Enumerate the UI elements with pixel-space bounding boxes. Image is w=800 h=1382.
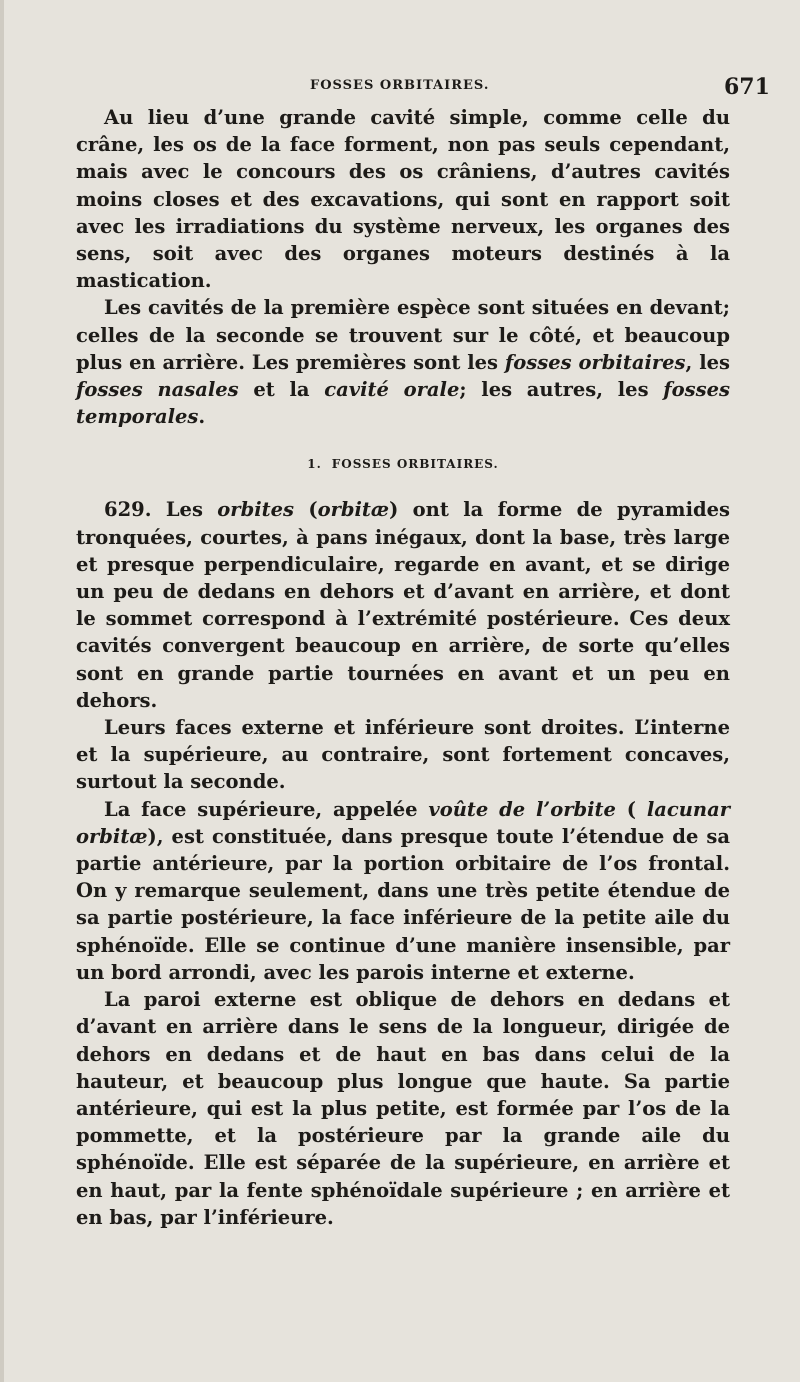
term-fosses-nasales: fosses nasales: [76, 378, 239, 402]
text-run: , les: [685, 350, 731, 374]
text-run: ) ont la forme de pyramides tronquées, courtes, à pans inégaux, dont la base, très large et presque perpendiculaire, regarde en avant, et se dirige un peu de dedans en dehors et d’avant en arrière, et dont le sommet correspond à l’extrémité postérieure. Ces deux cavités convergent beaucoup en arrière, de sorte qu’elles sont en grande partie tournées en avant et un peu en dehors.: [76, 498, 730, 712]
section-heading: [76, 456, 730, 472]
text-run: ; les autres, les: [459, 378, 664, 402]
page-binding-edge: [0, 0, 4, 1382]
term-lacunar-orbitae: lacunar orbitæ: [76, 797, 730, 848]
paragraph-intro: Au lieu d’une grande cavité simple, comme celle du crâne, les os de la face forment, non pas seuls cependant, mais avec le concours des os crâniens, d’autres cavités moins closes et des excavations, qui sont en rapport soit avec les irradiations du système nerveux, les organes des sens, soit avec des organes moteurs destinés à la mastication.: [76, 106, 730, 293]
text-run: .: [198, 405, 206, 429]
term-orbitae: orbitæ: [317, 498, 390, 522]
body-text: [76, 104, 730, 1231]
section-number: 1.: [307, 457, 322, 472]
paragraph-cavities: [76, 294, 730, 430]
text-run: (: [615, 797, 647, 821]
running-head: FOSSES ORBITAIRES.: [310, 78, 490, 93]
text-run: ), est constituée, dans presque toute l’étendue de sa partie antérieure, par la portion orbitaire de l’os frontal. On y remarque seulement, dans une très petite étendue de sa partie postérieure, la face inférieure de la petite aile du sphénoïde. Elle se continue d’une manière insensible, par un bord arrondi, avec les parois interne et externe.: [76, 824, 730, 984]
term-cavite-orale: cavité orale: [324, 378, 460, 402]
term-voute-orbite: voûte de l’orbite: [428, 797, 616, 821]
paragraph-faces: Leurs faces externe et inférieure sont droites. L’interne et la supérieure, au contraire, sont fortement concaves, surtout la seconde.: [76, 716, 730, 794]
paragraph-paroi-externe: La paroi externe est oblique de dehors en dedans et d’avant en arrière dans le sens de la longueur, dirigée de dehors en dedans et de haut en bas dans celui de la hauteur, et beaucoup plus longue que haute. Sa partie antérieure, qui est la plus petite, est formée par l’os de la pommette, et la postérieure par la grande aile du sphénoïde. Elle est séparée de la supérieure, en arrière et en haut, par la fente sphénoïdale supérieure ; en arrière et en bas, par l’inférieure.: [76, 988, 730, 1229]
text-run: (: [294, 498, 318, 522]
text-run: 629. Les: [104, 498, 218, 522]
section-title: FOSSES ORBITAIRES.: [331, 457, 499, 472]
term-fosses-temporales: fosses temporales: [76, 378, 731, 429]
term-fosses-orbitaires: fosses orbitaires: [504, 350, 686, 374]
paragraph-orbites: [76, 496, 730, 714]
text-run: Les cavités de la première espèce sont situées en devant; celles de la seconde se trouvent sur le côté, et beaucoup plus en arrière. Les premières sont les: [76, 296, 730, 374]
page-header: [0, 74, 800, 104]
term-orbites: orbites: [217, 498, 295, 522]
paragraph-face-superieure: [76, 796, 730, 986]
page-number: 671: [724, 74, 770, 100]
text-run: et la: [238, 378, 325, 402]
text-run: La face supérieure, appelée: [104, 797, 429, 821]
